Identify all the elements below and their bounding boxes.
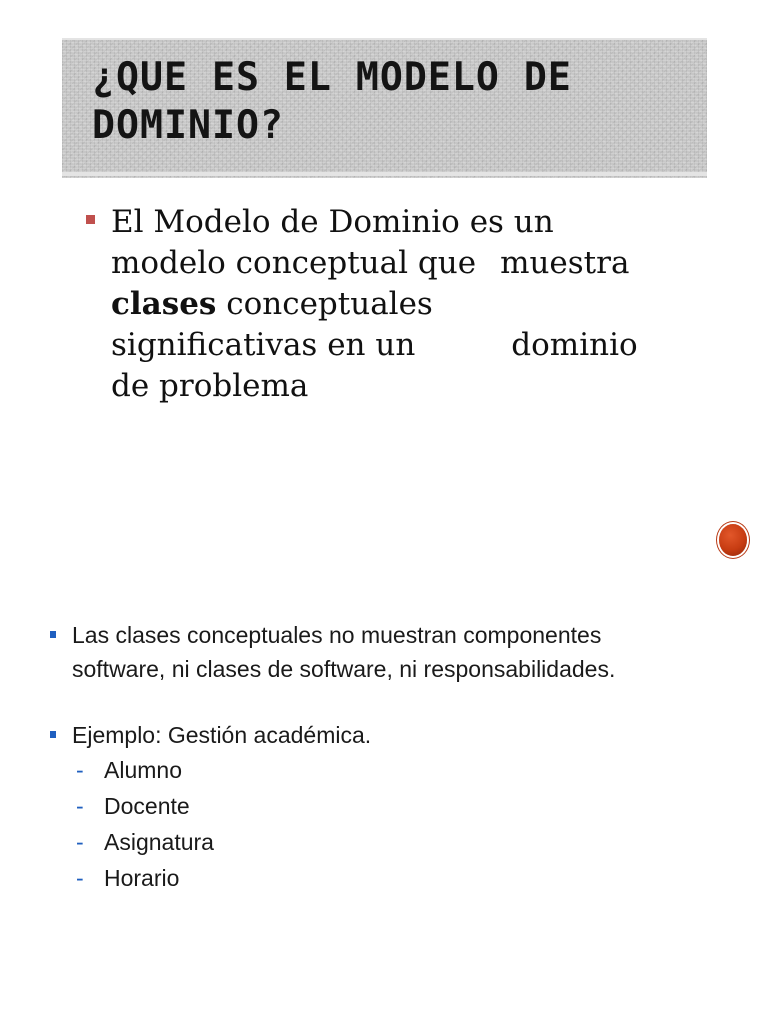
list-item-example	[50, 718, 750, 752]
dash-marker: -	[76, 829, 84, 855]
list-item-conceptual-classes	[50, 618, 750, 686]
dash-marker: -	[76, 757, 84, 783]
list-bullet-marker	[50, 731, 56, 738]
definition-keyword-clases: clases	[111, 286, 217, 322]
definition-line-3-rest: conceptuales	[216, 286, 433, 322]
definition-line-4-part-a: significativas en un	[111, 327, 416, 363]
list-item-line-1: Las clases conceptuales no muestran componentes	[72, 622, 602, 648]
main-definition-paragraph	[111, 202, 701, 407]
slide-title-line-2: DOMINIO?	[92, 103, 284, 148]
sub-item-alumno	[50, 752, 750, 788]
definition-line-2	[111, 243, 701, 284]
main-bullet-marker	[86, 215, 95, 224]
sub-item-label: Alumno	[104, 757, 182, 783]
slide-title-line-1: ¿QUE ES EL MODELO DE	[92, 55, 572, 100]
list-item-line-2: software, ni clases de software, ni responsabilidades.	[72, 656, 616, 682]
sub-item-label: Horario	[104, 865, 180, 891]
sub-item-docente	[50, 788, 750, 824]
content-list	[50, 618, 750, 896]
list-item-example-text: Ejemplo: Gestión académica.	[72, 722, 372, 748]
definition-line-5: de problema	[111, 368, 309, 404]
definition-line-1: El Modelo de Dominio es un	[111, 204, 554, 240]
sub-item-label: Docente	[104, 793, 190, 819]
dash-marker: -	[76, 793, 84, 819]
list-bullet-marker	[50, 631, 56, 638]
orb-icon	[719, 524, 747, 556]
dash-marker: -	[76, 865, 84, 891]
sub-item-horario	[50, 860, 750, 896]
sub-item-label: Asignatura	[104, 829, 214, 855]
title-bottom-rule	[62, 172, 707, 176]
definition-line-2-part-b: muestra	[500, 245, 630, 281]
definition-line-3	[111, 284, 701, 325]
definition-line-2-part-a: modelo conceptual que	[111, 245, 477, 281]
definition-line-4-part-b: dominio	[511, 327, 638, 363]
definition-line-4	[111, 325, 701, 366]
sub-item-asignatura	[50, 824, 750, 860]
slide-title	[92, 54, 670, 150]
